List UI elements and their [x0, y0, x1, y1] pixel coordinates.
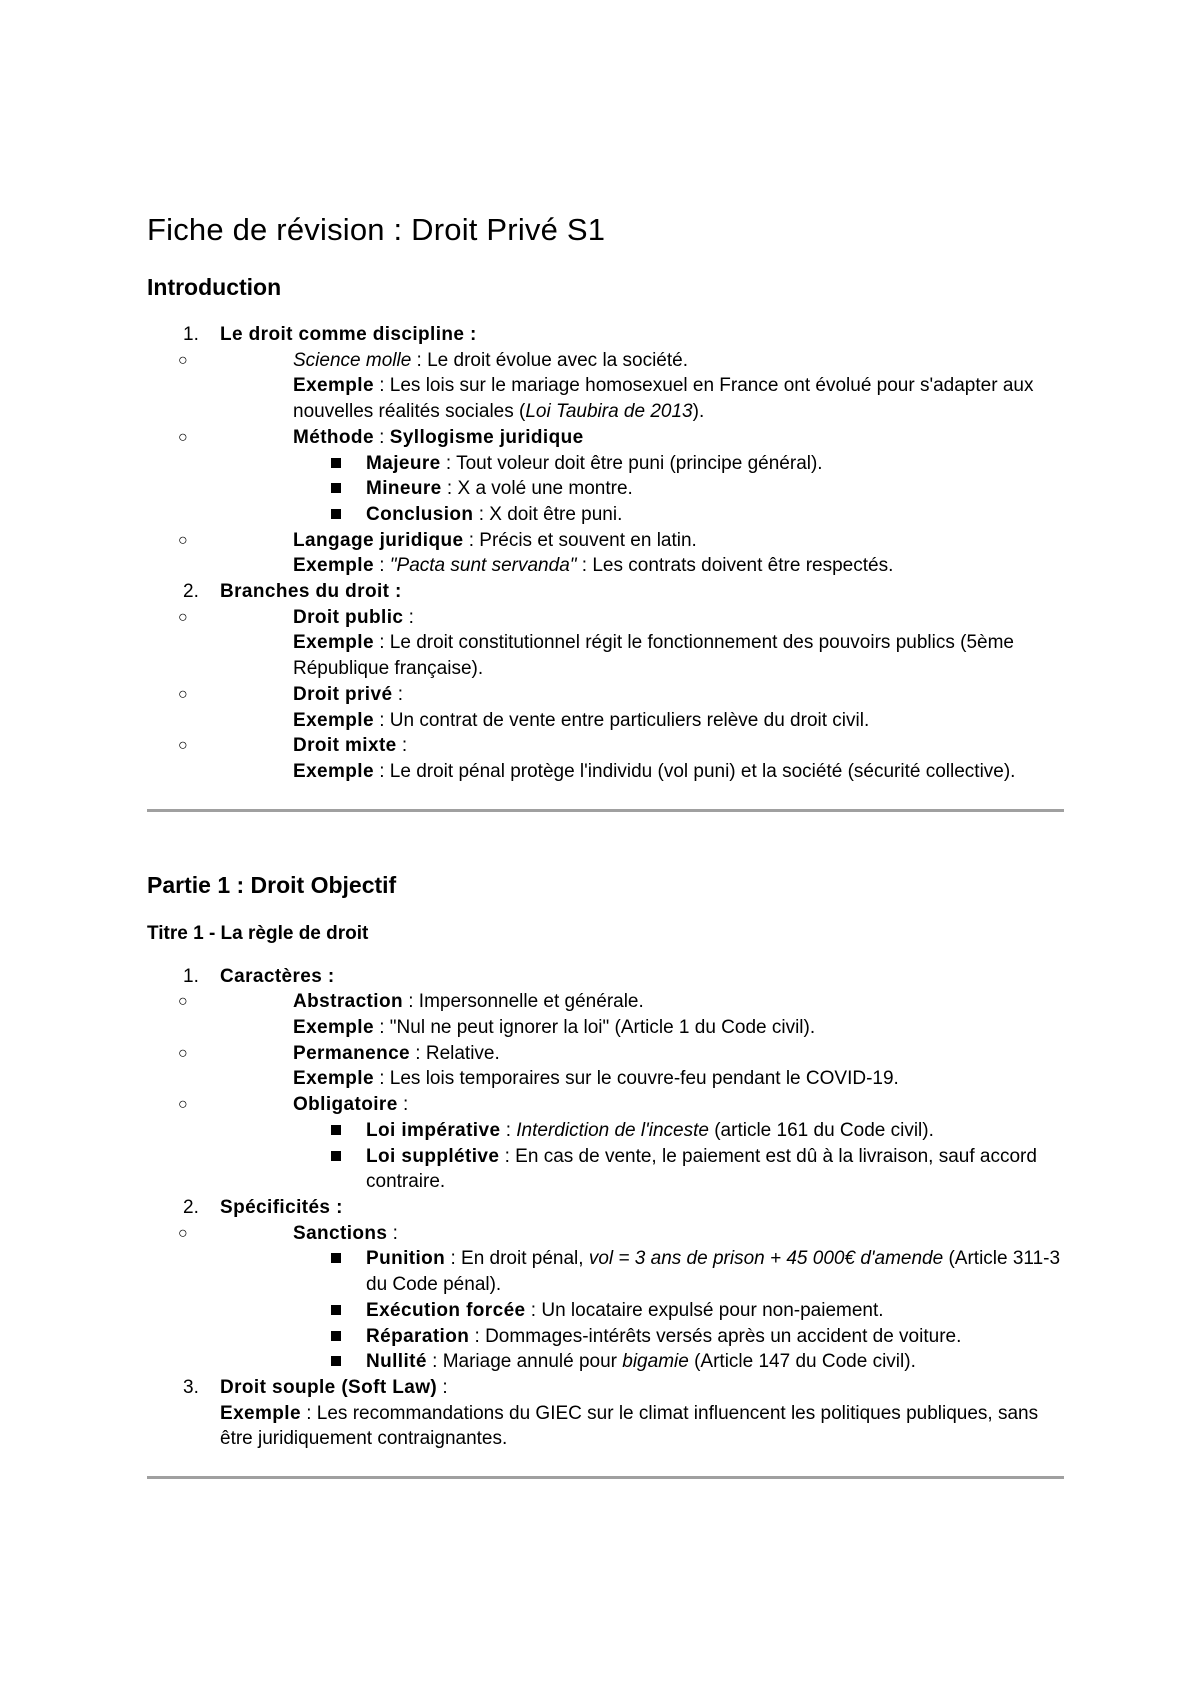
list-item: [147, 964, 1067, 1195]
term-value: Syllogisme juridique: [389, 426, 584, 448]
example-label: Exemple: [293, 760, 374, 782]
item-label: Branches du droit :: [220, 581, 402, 603]
point-item: [293, 1324, 1067, 1350]
term: Droit mixte: [293, 735, 397, 757]
example-text: : Le droit constitutionnel régit le fonctionnement des pouvoirs publics (5ème République française).: [293, 632, 1014, 680]
item-label-tail: :: [437, 1376, 448, 1398]
definition: :: [387, 1222, 398, 1244]
definition: : Le droit évolue avec la société.: [411, 349, 688, 371]
item-number: 2.: [183, 1196, 199, 1218]
example-text-end: : Les contrats doivent être respectés.: [576, 555, 894, 577]
point-ref: Interdiction de l'inceste: [516, 1119, 709, 1141]
page-title: Fiche de révision : Droit Privé S1: [147, 212, 606, 247]
example-label: Exemple: [220, 1402, 301, 1424]
item-number: 1.: [183, 965, 199, 987]
example-label: Exemple: [293, 375, 374, 397]
sub-item: [178, 605, 1067, 682]
list-item: [147, 1375, 1067, 1452]
point-text: : En cas de vente, le paiement est dû à la livraison, sauf accord contraire.: [366, 1145, 1037, 1193]
circle-bullet-icon: ○: [178, 1044, 188, 1062]
item-number: 3.: [183, 1376, 199, 1398]
example-text: :: [373, 555, 390, 577]
point-text: :: [500, 1119, 517, 1141]
example-text-end: ).: [692, 401, 705, 423]
square-bullet-icon: [331, 509, 341, 519]
point-label: Exécution forcée: [366, 1299, 526, 1321]
definition: : Relative.: [410, 1042, 500, 1064]
point-label: Réparation: [366, 1325, 470, 1347]
square-bullet-icon: [331, 1125, 341, 1135]
point-text: : Dommages-intérêts versés après un accident de voiture.: [469, 1325, 962, 1347]
example-text: : "Nul ne peut ignorer la loi" (Article 1 du Code civil).: [373, 1017, 816, 1039]
point-item: [293, 476, 1067, 502]
point-label: Nullité: [366, 1351, 427, 1373]
point-text: : Mariage annulé pour: [426, 1351, 623, 1373]
horizontal-divider: [147, 809, 1064, 812]
square-bullet-icon: [331, 1331, 341, 1341]
sub-item: [178, 733, 1067, 784]
subsection-title: Titre 1 - La règle de droit: [147, 922, 369, 944]
definition: :: [396, 735, 408, 757]
point-item: [293, 1246, 1067, 1297]
example-text: : Un contrat de vente entre particuliers relève du droit civil.: [373, 709, 870, 731]
term: Droit privé: [293, 683, 393, 705]
example-label: Exemple: [293, 632, 374, 654]
separator: :: [373, 426, 390, 448]
circle-bullet-icon: ○: [178, 1096, 188, 1114]
point-text: : X doit être puni.: [473, 503, 623, 525]
example-text: : Les lois sur le mariage homosexuel en France ont évolué pour s'adapter aux nouvelles réalités sociales (: [293, 375, 1034, 423]
sub-item: [178, 425, 1067, 528]
circle-bullet-icon: ○: [178, 685, 188, 703]
sub-item: [178, 528, 1067, 579]
definition: :: [397, 1094, 409, 1116]
point-text: : Un locataire expulsé pour non-paiement.: [525, 1299, 884, 1321]
item-label: Le droit comme discipline :: [220, 324, 477, 345]
point-item: [293, 1298, 1067, 1324]
term: Permanence: [293, 1042, 411, 1064]
example-label: Exemple: [293, 1017, 374, 1039]
sub-item: [178, 1092, 1067, 1195]
point-text-end: (Article 311-3 du Code pénal).: [366, 1248, 1061, 1296]
point-item: [293, 502, 1067, 528]
circle-bullet-icon: ○: [178, 993, 188, 1011]
square-bullet-icon: [331, 1151, 341, 1161]
item-number: 1.: [183, 324, 199, 345]
horizontal-divider: [147, 1476, 1064, 1479]
square-bullet-icon: [331, 1253, 341, 1263]
circle-bullet-icon: ○: [178, 531, 188, 549]
list-item: [147, 1195, 1067, 1375]
point-label: Loi supplétive: [366, 1145, 500, 1167]
item-number: 2.: [183, 581, 199, 603]
circle-bullet-icon: ○: [178, 608, 188, 626]
list-item: [147, 322, 1067, 579]
sub-item: [178, 989, 1067, 1040]
item-label: Spécificités :: [220, 1196, 343, 1218]
document-page: [147, 210, 1067, 1479]
sub-item: [178, 348, 1067, 425]
point-text-end: (article 161 du Code civil).: [708, 1119, 934, 1141]
square-bullet-icon: [331, 458, 341, 468]
point-text-end: (Article 147 du Code civil).: [688, 1351, 916, 1373]
example-label: Exemple: [293, 555, 374, 577]
square-bullet-icon: [331, 1305, 341, 1315]
term: Méthode: [293, 426, 374, 448]
point-label: Mineure: [366, 478, 442, 500]
sub-item: [178, 1221, 1067, 1375]
circle-bullet-icon: ○: [178, 737, 188, 755]
item-label: Caractères :: [220, 965, 335, 987]
point-label: Conclusion: [366, 503, 474, 525]
definition: :: [403, 606, 414, 628]
item-label: Droit souple (Soft Law): [220, 1376, 438, 1398]
circle-bullet-icon: ○: [178, 428, 188, 446]
example-ref: "Pacta sunt servanda": [389, 555, 577, 577]
example-text: : Les recommandations du GIEC sur le climat influencent les politiques publiques, sans être juridiquement contraignantes.: [220, 1402, 1039, 1450]
definition: : Impersonnelle et générale.: [402, 991, 644, 1013]
point-item: [293, 1144, 1067, 1195]
term: Sanctions: [293, 1222, 388, 1244]
square-bullet-icon: [331, 1356, 341, 1366]
definition: : Précis et souvent en latin.: [463, 529, 697, 551]
section-heading-part1: Partie 1 : Droit Objectif: [147, 871, 397, 898]
square-bullet-icon: [331, 483, 341, 493]
example-text: : Le droit pénal protège l'individu (vol puni) et la société (sécurité collective).: [373, 760, 1016, 782]
circle-bullet-icon: ○: [178, 1224, 188, 1242]
point-ref: bigamie: [622, 1351, 689, 1373]
sub-item: [178, 1041, 1067, 1092]
section-heading-introduction: Introduction: [147, 274, 282, 300]
example-text: : Les lois temporaires sur le couvre-feu pendant le COVID-19.: [373, 1068, 899, 1090]
point-text: : Tout voleur doit être puni (principe général).: [440, 452, 823, 474]
point-text: : X a volé une montre.: [441, 478, 633, 500]
term: Obligatoire: [293, 1094, 398, 1116]
circle-bullet-icon: ○: [178, 351, 188, 369]
example-label: Exemple: [293, 709, 374, 731]
point-label: Majeure: [366, 452, 441, 474]
term: Abstraction: [293, 991, 403, 1013]
point-item: [293, 1118, 1067, 1144]
point-ref: vol = 3 ans de prison + 45 000€ d'amende: [588, 1248, 944, 1270]
definition: :: [392, 683, 403, 705]
point-item: [293, 1349, 1067, 1375]
term: Langage juridique: [293, 529, 464, 551]
list-item: [147, 579, 1067, 785]
example-ref: Loi Taubira de 2013: [525, 401, 693, 423]
point-item: [293, 451, 1067, 477]
section-part1: [147, 870, 1067, 1479]
sub-item: [178, 682, 1067, 733]
example-label: Exemple: [293, 1068, 374, 1090]
point-label: Loi impérative: [366, 1119, 501, 1141]
point-text: : En droit pénal,: [445, 1248, 589, 1270]
point-label: Punition: [366, 1248, 446, 1270]
term: Science molle: [293, 349, 412, 371]
term: Droit public: [293, 606, 404, 628]
